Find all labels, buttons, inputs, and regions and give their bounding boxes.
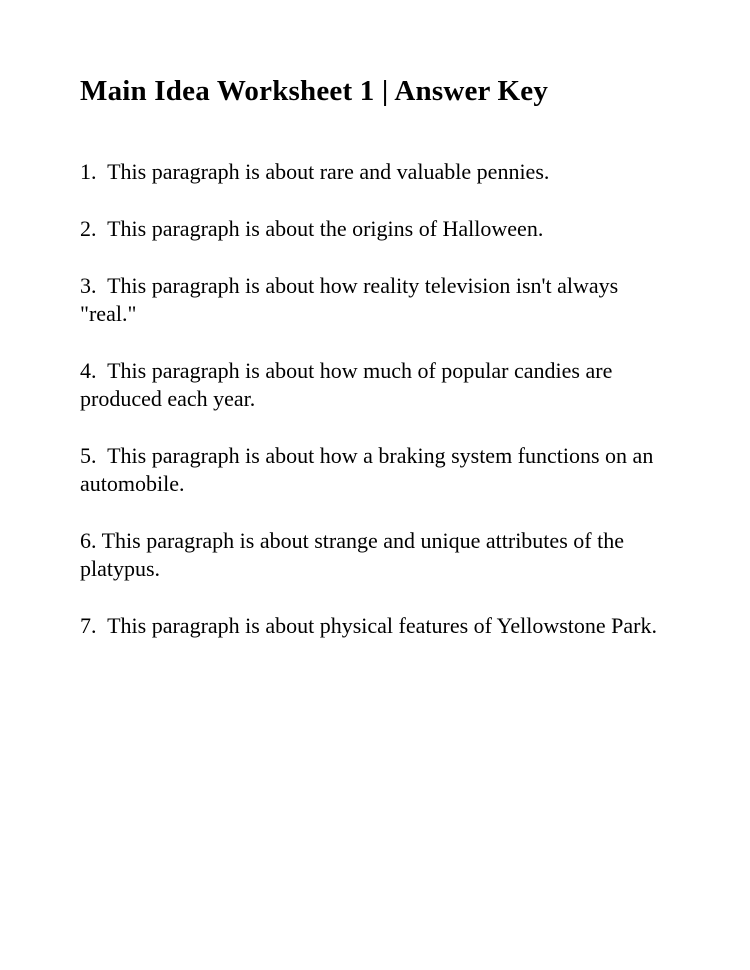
answer-item-5: 5. This paragraph is about how a braking system functions on an automobile.	[80, 443, 659, 496]
answer-item-1: 1. This paragraph is about rare and valuable pennies.	[80, 159, 550, 184]
answer-item-4: 4. This paragraph is about how much of popular candies are produced each year.	[80, 358, 618, 411]
answer-item-3: 3. This paragraph is about how reality television isn't always "real."	[80, 273, 624, 326]
page-title: Main Idea Worksheet 1 | Answer Key	[80, 75, 549, 107]
answer-list	[80, 158, 680, 640]
answer-item-6: 6. This paragraph is about strange and unique attributes of the platypus.	[80, 528, 630, 581]
answer-item-7: 7. This paragraph is about physical features of Yellowstone Park.	[80, 613, 657, 638]
answer-item-2: 2. This paragraph is about the origins of Halloween.	[80, 216, 544, 241]
